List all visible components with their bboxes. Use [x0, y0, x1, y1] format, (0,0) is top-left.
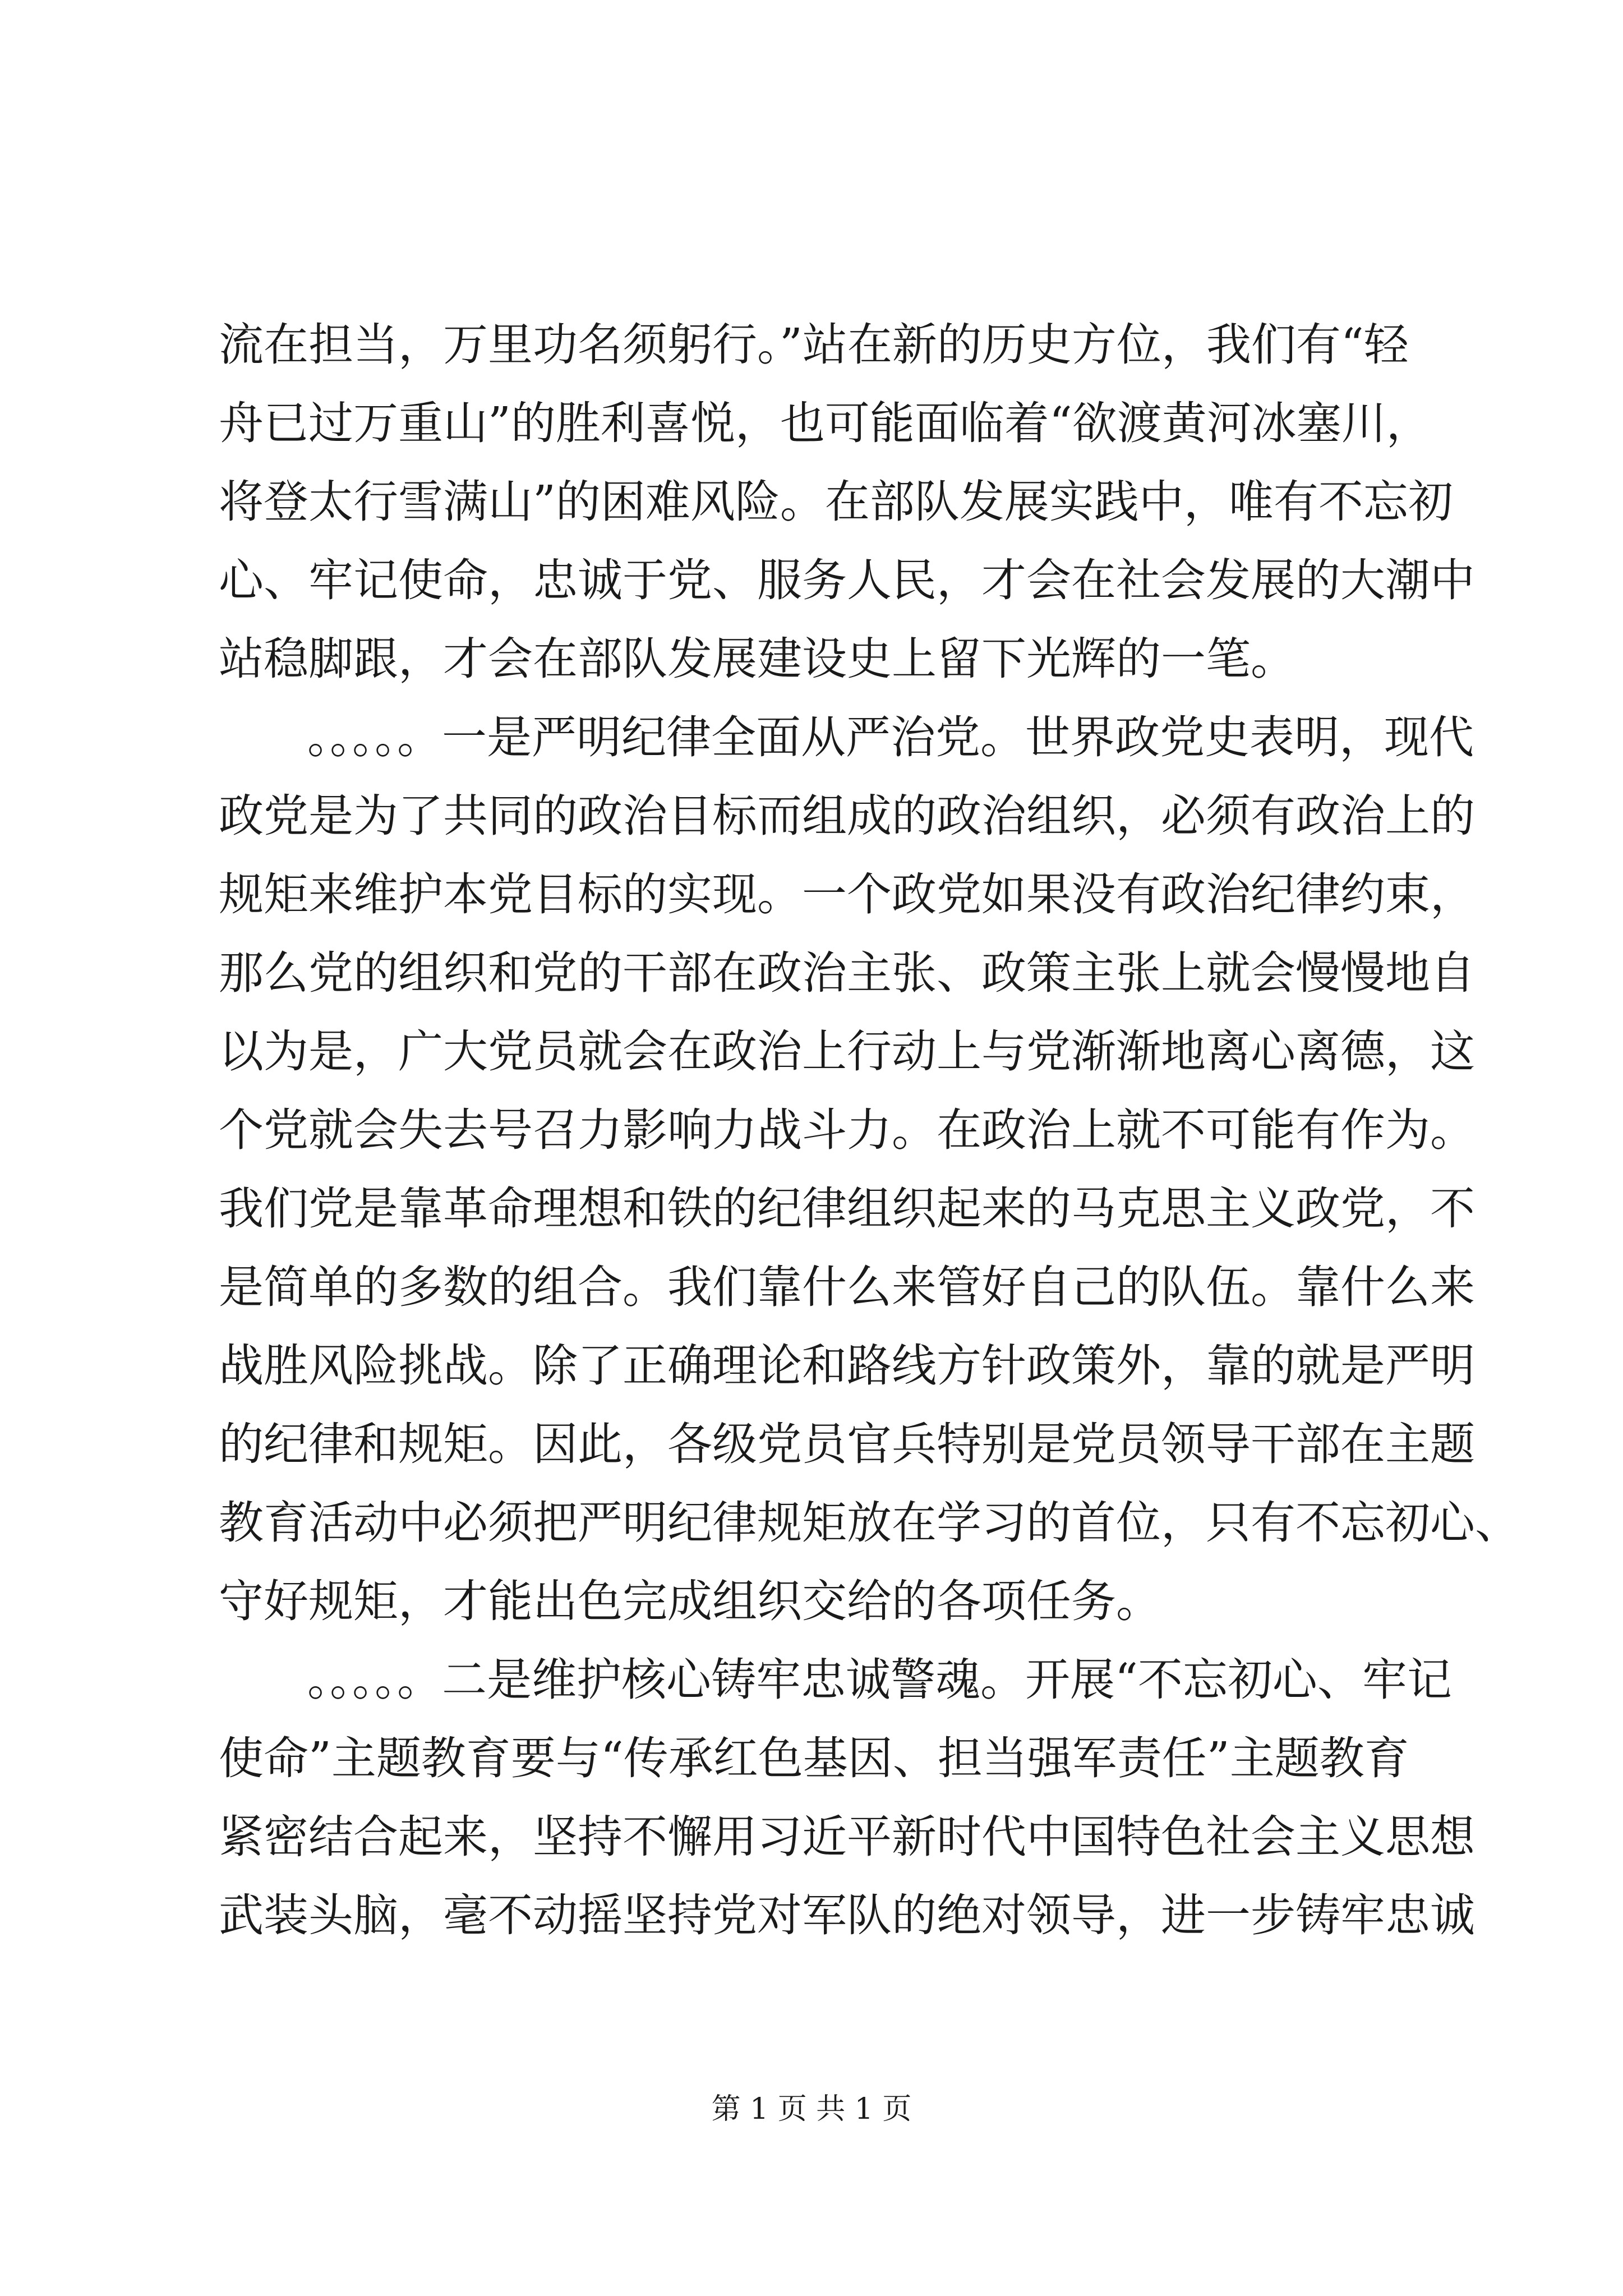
text-line: 将登太行雪满山”的困难风险。在部队发展实践中，唯有不忘初: [219, 476, 1453, 528]
text-line: 舟已过万重山”的胜利喜悦，也可能面临着“欲渡黄河冰塞川，: [219, 397, 1431, 449]
text-line: 规矩来维护本党目标的实现。一个政党如果没有政治纪律约束，: [219, 868, 1475, 921]
paragraph-loyalty: [219, 1641, 1475, 1955]
text-line: 守好规矩，才能出色完成组织交给的各项任务。: [219, 1575, 1161, 1627]
text-line: 流在担当，万里功名须躬行。”站在新的历史方位，我们有“轻: [219, 319, 1409, 371]
text-line: 以为是，广大党员就会在政治上行动上与党渐渐地离心离德，这: [219, 1025, 1475, 1078]
paragraph-continuation: [219, 306, 1475, 698]
text-line: 使命”主题教育要与“传承红色基因、担当强军责任”主题教育: [219, 1732, 1409, 1784]
text-line: 。。。。。一是严明纪律全面从严治党。世界政党史表明，现代: [307, 711, 1474, 763]
text-line: 我们党是靠革命理想和铁的纪律组织起来的马克思主义政党，不: [219, 1182, 1475, 1235]
text-line: 站稳脚跟，才会在部队发展建设史上留下光辉的一笔。: [219, 633, 1295, 685]
text-line: 。。。。。二是维护核心铸牢忠诚警魂。开展“不忘初心、牢记: [307, 1654, 1452, 1706]
text-line: 教育活动中必须把严明纪律规矩放在学习的首位，只有不忘初心、: [219, 1497, 1520, 1549]
paragraph-discipline: [219, 698, 1520, 1641]
text-line: 个党就会失去号召力影响力战斗力。在政治上就不可能有作为。: [219, 1104, 1475, 1156]
text-line: 武装头脑，毫不动摇坚持党对军队的绝对领导，进一步铸牢忠诚: [219, 1889, 1475, 1941]
text-line: 心、牢记使命，忠诚于党、服务人民，才会在社会发展的大潮中: [219, 554, 1475, 606]
text-line: 战胜风险挑战。除了正确理论和路线方针政策外，靠的就是严明: [219, 1340, 1475, 1392]
text-line: 是简单的多数的组合。我们靠什么来管好自己的队伍。靠什么来: [219, 1261, 1475, 1313]
text-line: 紧密结合起来，坚持不懈用习近平新时代中国特色社会主义思想: [219, 1811, 1475, 1863]
document-body: [219, 306, 1520, 1955]
text-line: 的纪律和规矩。因此，各级党员官兵特别是党员领导干部在主题: [219, 1418, 1475, 1470]
page-footer: 第 1 页 共 1 页: [711, 2092, 912, 2126]
text-line: 政党是为了共同的政治目标而组成的政治组织，必须有政治上的: [219, 790, 1475, 842]
text-line: 那么党的组织和党的干部在政治主张、政策主张上就会慢慢地自: [219, 947, 1475, 999]
